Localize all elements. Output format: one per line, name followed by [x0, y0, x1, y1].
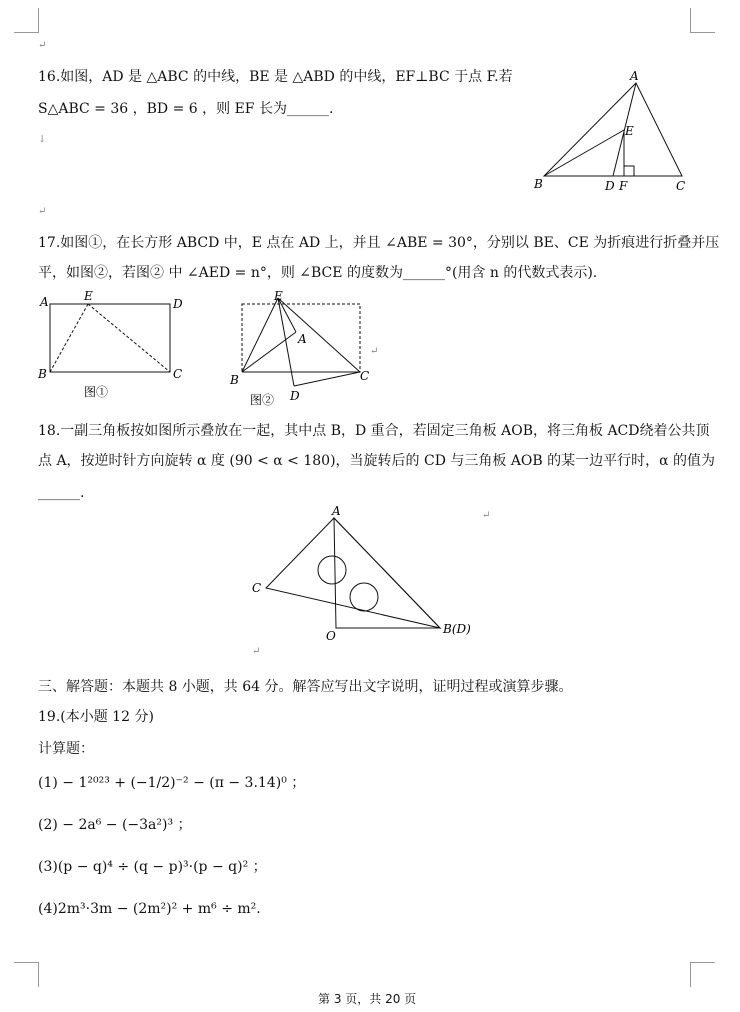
q17-fig1-label-D: D	[173, 297, 183, 311]
q17-fig1-label-A: A	[40, 295, 49, 309]
q19-title: 19.(本小题 12 分)	[38, 709, 154, 725]
q19-item-3: (3)(p − q)⁴ ÷ (q − p)³·(p − q)² ；	[38, 859, 267, 875]
q16-figure	[530, 68, 700, 194]
q17-fig1-label-E: E	[84, 289, 93, 303]
q17-figure-1	[36, 288, 196, 404]
paragraph-mark: ↵	[370, 346, 379, 357]
q18-line3: ______.	[38, 485, 85, 501]
q17-fig2-label-C: C	[360, 369, 370, 383]
paragraph-mark: ↵	[38, 206, 47, 217]
q17-line2: 平，如图②，若图② 中 ∠AED = n°，则 ∠BCE 的度数为______°(用含 n 的代数式表示).	[38, 265, 598, 281]
q17-fig1-label-B: B	[38, 367, 47, 381]
paragraph-mark: ↵	[482, 510, 491, 521]
crop-mark-bottom-left	[14, 962, 39, 987]
q17-fig2-label-E: E	[274, 289, 283, 303]
section3-heading: 三、解答题：本题共 8 小题，共 64 分。解答应写出文字说明，证明过程或演算步骤。	[38, 679, 573, 695]
q17-fig1-label-C: C	[173, 367, 183, 381]
crop-mark-bottom-right	[690, 962, 715, 987]
q16-label-A: A	[630, 69, 639, 83]
q18-label-C: C	[252, 581, 262, 595]
q18-line1: 18.一副三角板按如图所示叠放在一起，其中点 B，D 重合，若固定三角板 AOB，将三角板 ACD绕着公共顶	[38, 423, 710, 439]
page-number-footer: 第 3 页，共 20 页	[318, 992, 417, 1006]
q16-line1: 16.如图，AD 是 △ABC 的中线，BE 是 △ABD 的中线，EF⊥BC 于点 F.若	[38, 69, 513, 85]
q16-label-B: B	[534, 177, 543, 191]
q16-label-C: C	[676, 179, 686, 193]
q17-fig2-label-B: B	[230, 373, 239, 387]
q19-item-1: (1) − 1²⁰²³ + (−1/2)⁻² − (π − 3.14)⁰ ；	[38, 775, 306, 791]
q19-item-2: (2) − 2a⁶ − (−3a²)³ ；	[38, 817, 192, 833]
q17-fig2-label-D: D	[290, 389, 300, 403]
q18-label-BD: B(D)	[443, 622, 471, 636]
q19-subtitle: 计算题：	[38, 741, 94, 757]
q16-label-F: F	[619, 179, 628, 193]
q18-label-O: O	[326, 629, 336, 643]
q16-line2: S△ABC = 36 ，BD = 6 ，则 EF 长为______.	[38, 101, 334, 117]
crop-mark-top-left	[14, 8, 39, 33]
paragraph-mark: ↵	[252, 646, 261, 657]
q18-figure	[244, 502, 484, 652]
crop-mark-top-right	[690, 8, 715, 33]
q17-fig2-caption: 图②	[250, 393, 275, 407]
q18-line2: 点 A，按逆时针方向旋转 α 度 (90 < α < 180)，当旋转后的 CD 与三角板 AOB 的某一边平行时，α 的值为	[38, 453, 716, 469]
q17-figure-2	[228, 288, 388, 412]
q17-line1: 17.如图①，在长方形 ABCD 中，E 点在 AD 上，并且 ∠ABE = 30°，分别以 BE、CE 为折痕进行折叠并压	[38, 235, 720, 251]
q19-item-4: (4)2m³·3m − (2m²)² + m⁶ ÷ m².	[38, 901, 261, 917]
paragraph-mark: ↵	[38, 40, 47, 51]
q17-fig1-caption: 图①	[84, 385, 109, 399]
q16-label-E: E	[625, 124, 634, 138]
q18-label-A: A	[332, 504, 341, 518]
paragraph-mark: ↓	[38, 134, 47, 145]
q16-label-D: D	[605, 179, 615, 193]
q17-fig2-label-A: A	[298, 332, 307, 346]
